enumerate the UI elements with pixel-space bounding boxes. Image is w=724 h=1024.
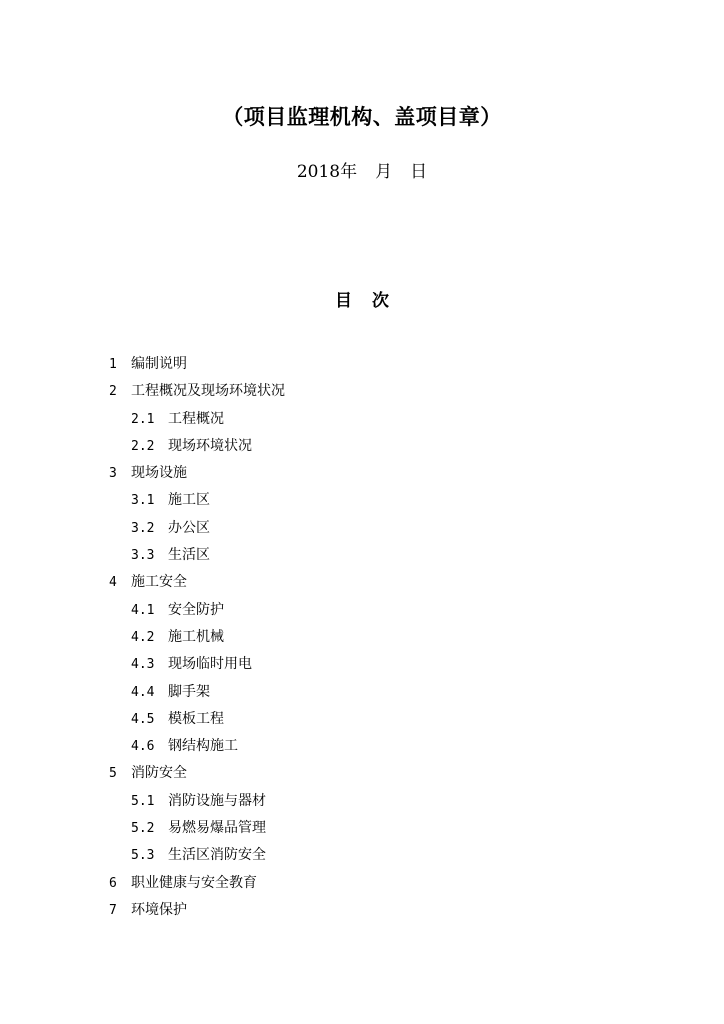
toc-entry-number: 2 (109, 384, 117, 400)
toc-entry[interactable] (109, 815, 669, 842)
date-month: 月 (375, 162, 393, 182)
toc-entry-title: 消防设施与器材 (168, 792, 266, 809)
toc-entry-title: 生活区消防安全 (168, 847, 266, 864)
toc-entry-title: 生活区 (168, 547, 210, 564)
toc-entry-number: 7 (109, 902, 117, 918)
toc-entry[interactable] (109, 842, 669, 869)
toc-entry-number: 6 (109, 875, 117, 891)
toc-entry-number: 1 (109, 357, 117, 372)
toc-entry[interactable] (109, 760, 669, 787)
toc-entry-number: 4.6 (131, 739, 155, 755)
toc-entry[interactable] (109, 515, 669, 542)
toc-entry-title: 钢结构施工 (168, 738, 238, 755)
toc-entry[interactable] (109, 597, 669, 624)
stamp-placeholder-heading: （项目监理机构、盖项目章） (222, 104, 502, 129)
toc-entry-title: 施工安全 (131, 574, 187, 591)
toc-entry-title: 安全防护 (168, 601, 224, 618)
toc-entry-title: 办公区 (168, 519, 210, 536)
toc-entry-number: 5.3 (131, 848, 155, 864)
toc-entry-number: 2.2 (131, 438, 155, 454)
toc-entry-number: 3 (109, 466, 117, 482)
toc-entry-title: 易燃易爆品管理 (168, 820, 266, 837)
toc-entry[interactable] (109, 651, 669, 678)
toc-entry-title: 消防安全 (131, 765, 187, 782)
toc-entry-title: 编制说明 (131, 356, 187, 372)
toc-entry[interactable] (109, 487, 669, 514)
date-line (0, 157, 724, 182)
table-of-contents (109, 351, 669, 924)
date-year: 2018年 (296, 162, 358, 182)
toc-title-char-1: 目 (335, 291, 352, 311)
toc-entry[interactable] (109, 679, 669, 706)
toc-entry[interactable] (109, 433, 669, 460)
toc-entry-number: 2.1 (131, 411, 155, 427)
toc-entry[interactable] (109, 569, 669, 596)
toc-entry[interactable] (109, 542, 669, 569)
toc-title (0, 286, 724, 311)
toc-entry-title: 现场环境状况 (168, 437, 252, 454)
toc-entry-number: 4.4 (131, 684, 155, 700)
toc-entry-title: 现场设施 (131, 465, 187, 482)
toc-entry[interactable] (109, 460, 669, 487)
toc-entry-number: 5.1 (131, 793, 155, 809)
toc-entry-title: 模板工程 (168, 710, 224, 727)
toc-entry-number: 5.2 (131, 821, 155, 837)
date-day: 日 (410, 162, 428, 182)
toc-entry-title: 脚手架 (168, 683, 210, 700)
toc-entry-title: 工程概况及现场环境状况 (131, 383, 285, 400)
toc-entry[interactable] (109, 733, 669, 760)
toc-entry[interactable] (109, 897, 669, 924)
toc-entry-title: 工程概况 (168, 410, 224, 427)
toc-entry[interactable] (109, 706, 669, 733)
toc-entry[interactable] (109, 870, 669, 897)
toc-entry-title: 施工机械 (168, 628, 224, 645)
toc-title-char-2: 次 (372, 291, 389, 311)
toc-entry[interactable] (109, 378, 669, 405)
toc-entry-number: 4.5 (131, 711, 155, 727)
toc-entry-number: 4.2 (131, 629, 155, 645)
toc-entry-number: 5 (109, 766, 117, 782)
toc-entry-number: 4.1 (131, 602, 155, 618)
toc-entry[interactable] (109, 351, 669, 378)
toc-entry[interactable] (109, 624, 669, 651)
toc-entry-title: 职业健康与安全教育 (131, 874, 257, 891)
toc-entry-number: 4 (109, 575, 117, 591)
toc-entry-number: 3.3 (131, 548, 155, 564)
toc-entry-number: 3.2 (131, 520, 155, 536)
toc-entry-number: 4.3 (131, 657, 155, 673)
toc-entry-title: 施工区 (168, 492, 210, 509)
toc-entry[interactable] (109, 788, 669, 815)
toc-entry[interactable] (109, 406, 669, 433)
toc-entry-title: 现场临时用电 (168, 656, 252, 673)
toc-entry-title: 环境保护 (131, 901, 187, 918)
toc-entry-number: 3.1 (131, 493, 155, 509)
